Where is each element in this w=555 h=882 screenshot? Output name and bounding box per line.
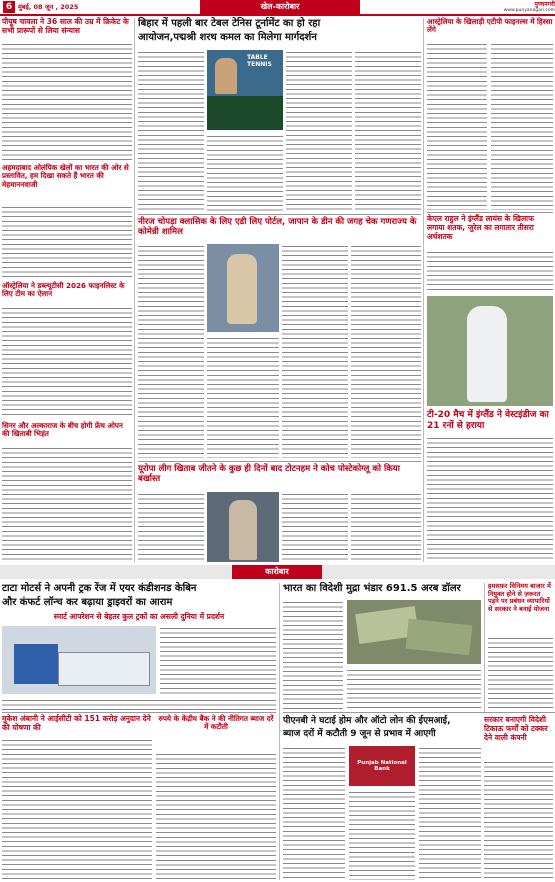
headline-rahul: केएल राहुल ने इंग्लैंड लायंस के खिलाफ लगाया शतक, जुरेल का लगातार तीसरा अर्धशतक: [427, 214, 534, 241]
body-neeraj-col4: [351, 244, 421, 458]
body-pnb-col1: [283, 746, 345, 880]
body-forex-col2: [347, 668, 481, 710]
body-pnb-col2: [349, 790, 415, 880]
body-neeraj-col3: [282, 244, 348, 458]
body-rbi: [156, 752, 276, 880]
body-bihar-col2: [207, 134, 283, 212]
body-bihar-col3: [286, 50, 352, 212]
pnb-photo: [349, 746, 415, 786]
body-eng-wi: [427, 436, 553, 562]
headline-atp: आस्ट्रेलिया के खिलाड़ी एटीपी फाइनल्स में हिस्सा लेंगे: [427, 17, 553, 35]
photo-label: Punjab National Bank: [357, 760, 407, 772]
page-number: 6: [3, 1, 15, 13]
body-bihar-col4: [355, 50, 421, 212]
headline-homeguards: हमसफ़र विनिमय बाजार में नियुक्त होने से ज़रूरत पड़ने पर प्रबंधन व्यापारियों से सरकार ने बनाई योजना: [488, 582, 551, 613]
body-atp-col1: [427, 42, 487, 210]
body-neeraj-col1: [138, 244, 204, 458]
body-tottenham-col1: [138, 492, 204, 562]
body-govt: [484, 760, 553, 880]
body-tata: [160, 626, 276, 694]
body-tottenham-col3: [282, 492, 348, 562]
body-tottenham-col4: [351, 492, 421, 562]
headline-eng-wi: टी-20 मैच में इंग्लैंड ने वेस्टइंडीज का 21 रनों से हराया: [427, 410, 549, 431]
body-bihar-col1: [138, 50, 204, 212]
tottenham-photo: [207, 492, 279, 562]
body-homeguards: [488, 636, 553, 710]
section-banner-label: कारोबार: [232, 565, 322, 579]
headline-forex: भारत का विदेशी मुद्रा भंडार 691.5 अरब डॉलर: [283, 583, 461, 594]
body-atp-col2: [491, 42, 553, 210]
body-olympic: [2, 205, 132, 278]
headline-rbi: रुपये के केंद्रीय बैंक ने की नीतिगत ब्याज दरें में कटौती: [158, 714, 274, 732]
divider: [283, 712, 555, 713]
headline-tata-line1: टाटा मोटर्स ने अपनी ट्रक रेंज में एयर कंडीशनड केबिन: [2, 583, 197, 594]
column-divider: [134, 18, 135, 562]
top-rule: [0, 14, 555, 16]
headline-neeraj: नीरज चोपड़ा क्लासिक के लिए एडी लिए पोर्टल, जापान के डीन की जगह चेक गणराज्य के कोमेन्नी शामिल: [138, 217, 417, 238]
divider: [427, 212, 553, 213]
column-divider: [484, 583, 485, 712]
rahul-photo: [427, 296, 553, 406]
headline-olympic: अहमदाबाद ओलंपिक खेलों का भारत की ओर से प्रस्तावित, हम दिखा सकते हैं भारत की मेहमाननवाजी: [2, 163, 129, 189]
body-french-open: [2, 446, 132, 562]
headline-pnb-line2: ब्याज दरों में कटौती 9 जून से प्रभाव में आएगी: [283, 729, 436, 739]
section-title: खेल-कारोबार: [200, 0, 360, 14]
headline-bihar-line2: आयोजन,पद्मश्री शरथ कमल का मिलेगा मार्गदर्शन: [138, 32, 317, 43]
photo-label: TABLE TENNIS: [247, 54, 272, 68]
website: www.punyanagari.com: [503, 8, 555, 13]
body-neeraj-col2: [207, 336, 279, 458]
currency-photo: [347, 600, 481, 664]
tata-truck-photo: [2, 626, 156, 694]
headline-pnb-line1: पीएनबी ने घटाई होम और ऑटो लोन की ईएमआई,: [283, 716, 451, 726]
section-banner: [0, 565, 555, 579]
headline-french-open: सिनर और अल्काराज के बीच होगी फ्रेंच ओपन की खिताबी भिड़ंत: [2, 421, 123, 439]
body-forex-col1: [283, 600, 343, 710]
headline-tottenham: यूरोपा लीग खिताब जीतने के कुछ ही दिनों बाद टोटनहम ने कोच पोस्टेकोग्लू को किया बर्खास्त: [138, 464, 400, 485]
headline-govt: सरकार बनाएगी विदेशी टिकाऊ फर्मों को टक्कर देने वाली कंपनी: [484, 715, 548, 742]
divider: [2, 712, 276, 713]
neeraj-photo: [207, 244, 279, 332]
column-divider: [423, 18, 424, 562]
column-divider: [279, 583, 280, 880]
headline-wtc: ऑस्ट्रेलिया ने डब्ल्यूटीसी 2026 फाइनलिस्ट के लिए टीम का ऐलान: [2, 281, 125, 299]
headline-bihar-line1: बिहार में पहली बार टेबल टेनिस टूर्नामेंट का हो रहा: [138, 18, 321, 29]
divider: [138, 461, 421, 462]
body-wtc: [2, 306, 132, 418]
body-mukesh: [2, 738, 152, 880]
body-rahul: [427, 250, 553, 292]
subhead-tata: स्मार्ट आपरेशन से बेहतर कुल ट्रकों का असली दुनिया में प्रदर्शन: [53, 612, 225, 621]
headline-tata-line2: और कंफर्ट लॉन्च कर बढ़ाया ड्राइवरों का आराम: [2, 597, 173, 608]
body-tata-2: [2, 698, 276, 710]
headline-piyush: पीयूष चावला ने 36 साल की उम्र में क्रिकेट के सभी प्रारूपों से लिया संन्यास: [2, 17, 129, 35]
divider: [138, 214, 421, 215]
edition-date: मुंबई, 08 जून , 2025: [18, 3, 79, 11]
brand-logo: पुण्यनगरी: [534, 1, 555, 8]
headline-mukesh: मुकेश अंबानी ने आईसीटी को 151 करोड़ अनुदान देने की घोषणा की: [2, 714, 151, 732]
body-pnb-col3: [419, 746, 481, 880]
body-piyush: [2, 42, 132, 160]
table-tennis-photo: [207, 50, 283, 130]
